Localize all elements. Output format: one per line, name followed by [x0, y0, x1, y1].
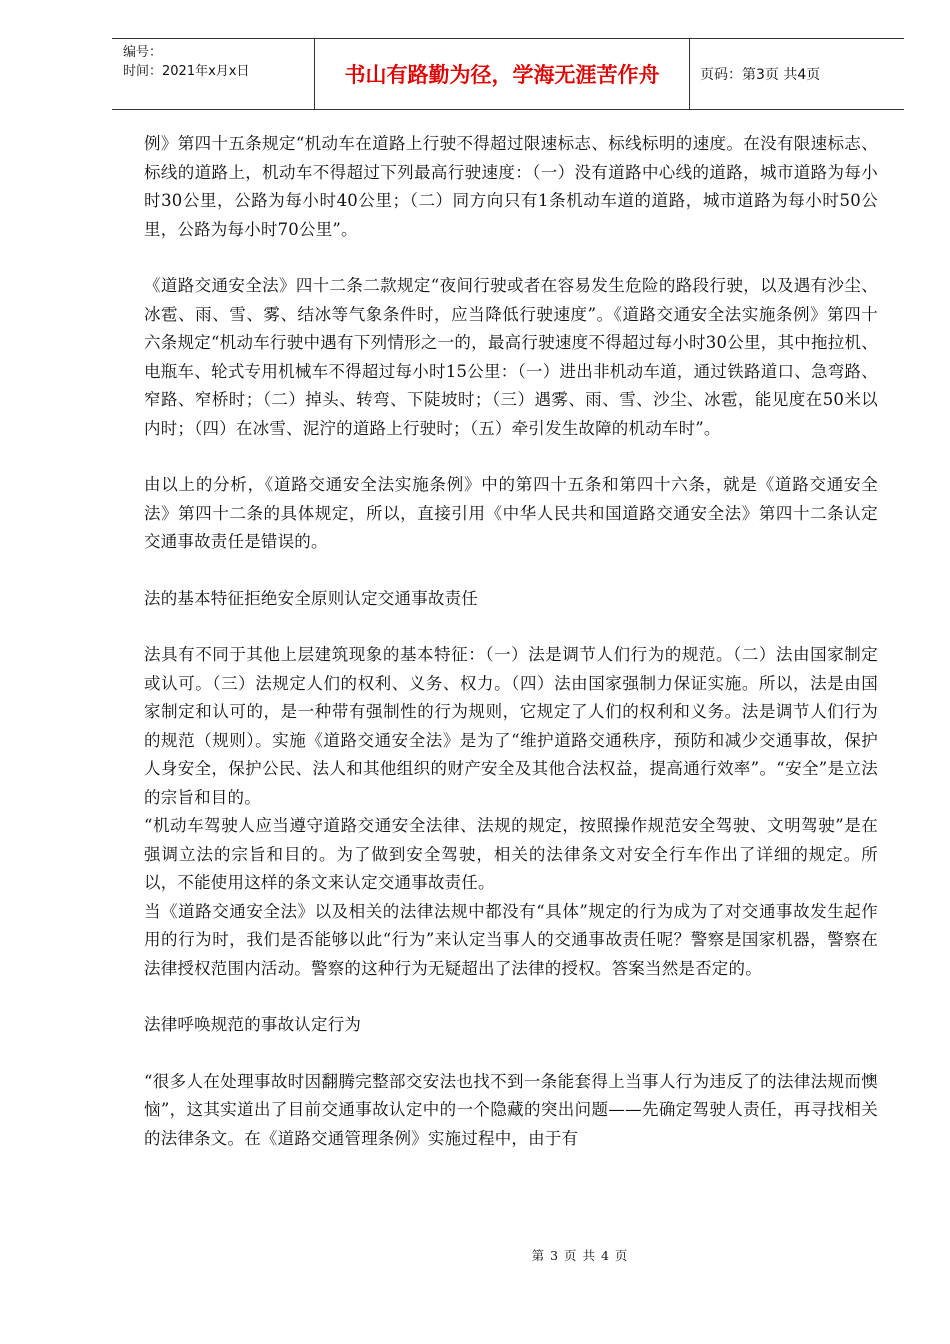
header-meta	[112, 39, 315, 109]
paragraph-7: “很多人在处理事故时因翻腾完整部交安法也找不到一条能套得上当事人行为违反了的法律法规而懊恼”，这其实道出了目前交通事故认定中的一个隐藏的突出问题——先确定驾驶人责任，再寻找相关的法律条文。在《道路交通管理条例》实施过程中，由于有	[144, 1071, 878, 1148]
header-table	[112, 38, 904, 110]
paragraph-6: 当《道路交通安全法》以及相关的法律法规中都没有“具体”规定的行为成为了对交通事故发生起作用的行为时，我们是否能够以此“行为”来认定当事人的交通事故责任呢？警察是国家机器，警察在法律授权范围内活动。警察的这种行为无疑超出了法律的授权。答案当然是否定的。	[144, 901, 878, 978]
paragraph-5: “机动车驾驶人应当遵守道路交通安全法律、法规的规定，按照操作规范安全驾驶、文明驾驶”是在强调立法的宗旨和目的。为了做到安全驾驶，相关的法律条文对安全行车作出了详细的规定。所以，不能使用这样的条文来认定交通事故责任。	[144, 816, 878, 892]
paragraph-1: 例》第四十五条规定“机动车在道路上行驶不得超过限速标志、标线标明的速度。在没有限速标志、标线的道路上，机动车不得超过下列最高行驶速度：（一）没有道路中心线的道路，城市道路为每小时30公里，公路为每小时40公里；（二）同方向只有1条机动车道的道路，城市道路为每小时50公里，公路为每小时70公里”。	[144, 134, 878, 239]
page-footer: 第 3 页 共 4 页	[531, 1248, 629, 1263]
header-motto: 书山有路勤为径，学海无涯苦作舟	[315, 39, 690, 109]
paragraph-4: 法具有不同于其他上层建筑现象的基本特征：（一）法是调节人们行为的规范。（二）法由国家制定或认可。（三）法规定人们的权利、义务、权力。（四）法由国家强制力保证实施。所以，法是由国家制定和认可的，是一种带有强制性的行为规则，它规定了人们的权利和义务。法是调节人们行为的规范（规则）。实施《道路交通安全法》是为了“维护道路交通秩序，预防和减少交通事故，保护人身安全，保护公民、法人和其他组织的财产安全及其他合法权益，提高通行效率”。“安全”是立法的宗旨和目的。	[144, 645, 878, 807]
paragraph-2: 《道路交通安全法》四十二条二款规定“夜间行驶或者在容易发生危险的路段行驶，以及遇有沙尘、冰雹、雨、雪、雾、结冰等气象条件时，应当降低行驶速度”。《道路交通安全法实施条例》第四十六条规定“机动车行驶中遇有下列情形之一的，最高行驶速度不得超过每小时30公里，其中拖拉机、电瓶车、轮式专用机械车不得超过每小时15公里：（一）进出非机动车道，通过铁路道口、急弯路、窄路、窄桥时；（二）掉头、转弯、下陡坡时；（三）遇雾、雨、雪、沙尘、冰雹，能见度在50米以内时；（四）在冰雪、泥泞的道路上行驶时；（五）牵引发生故障的机动车时”。	[144, 276, 878, 438]
section-heading-1: 法的基本特征拒绝安全原则认定交通事故责任	[144, 588, 478, 608]
time-label: 时间：2021年x月x日	[123, 64, 250, 79]
header-page-label: 页码：第3页 共4页	[700, 67, 821, 83]
document-body	[144, 130, 878, 1153]
paragraph-3: 由以上的分析，《道路交通安全法实施条例》中的第四十五条和第四十六条，就是《道路交通安全法》第四十二条的具体规定，所以，直接引用《中华人民共和国道路交通安全法》第四十二条认定交通事故责任是错误的。	[144, 475, 878, 551]
serial-label: 编号：	[123, 45, 163, 60]
section-heading-2: 法律呼唤规范的事故认定行为	[144, 1015, 362, 1034]
